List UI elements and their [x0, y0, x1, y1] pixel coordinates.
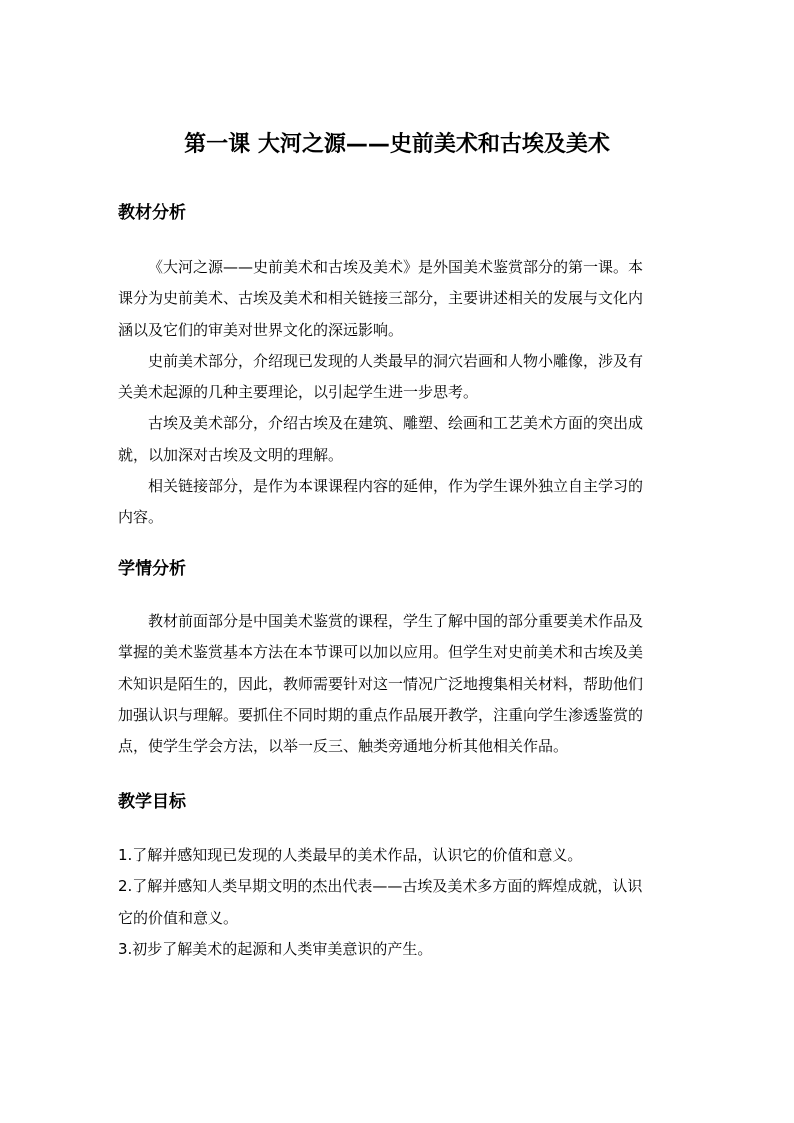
goal-line: 2.了解并感知人类早期文明的杰出代表——古埃及美术多方面的辉煌成就，认识: [118, 877, 643, 896]
paragraph-line: 内容。: [118, 508, 164, 527]
paragraph-line: 加强认识与理解。要抓住不同时期的重点作品展开教学，注重向学生渗透鉴赏的: [118, 705, 644, 724]
paragraph-line: 就，以加深对古埃及文明的理解。: [118, 445, 344, 464]
document-title: 第一课 大河之源——史前美术和古埃及美术: [184, 132, 610, 157]
paragraph-line: 相关链接部分，是作为本课课程内容的延伸，作为学生课外独立自主学习的: [148, 477, 644, 496]
goal-line: 3.初步了解美术的起源和人类审美意识的产生。: [118, 939, 433, 958]
paragraph-line: 关美术起源的几种主要理论，以引起学生进一步思考。: [118, 383, 479, 402]
section-heading-learner-analysis: 学情分析: [118, 559, 186, 579]
section-heading-teaching-goals: 教学目标: [118, 792, 186, 812]
goal-line: 1.了解并感知现已发现的人类最早的美术作品，认识它的价值和意义。: [118, 846, 583, 864]
goal-line: 它的价值和意义。: [118, 908, 239, 927]
paragraph-line: 点，使学生学会方法，以举一反三、触类旁通地分析其他相关作品。: [118, 737, 569, 756]
section-body-textbook-analysis: [118, 252, 678, 534]
paragraph-line: 课分为史前美术、古埃及美术和相关链接三部分，主要讲述相关的发展与文化内: [118, 289, 644, 308]
paragraph-line: 术知识是陌生的，因此，教师需要针对这一情况广泛地搜集相关材料，帮助他们: [118, 674, 644, 693]
section-body-teaching-goals: [118, 840, 678, 965]
paragraph-line: 史前美术部分，介绍现已发现的人类最早的洞穴岩画和人物小雕像，涉及有: [148, 351, 644, 370]
paragraph-line: 《大河之源——史前美术和古埃及美术》是外国美术鉴赏部分的第一课。本: [148, 258, 644, 276]
paragraph-line: 古埃及美术部分，介绍古埃及在建筑、雕塑、绘画和工艺美术方面的突出成: [148, 414, 644, 433]
section-heading-textbook-analysis: 教材分析: [118, 203, 186, 223]
paragraph-line: 教材前面部分是中国美术鉴赏的课程，学生了解中国的部分重要美术作品及: [148, 612, 644, 630]
section-body-learner-analysis: [118, 606, 678, 762]
paragraph-line: 涵以及它们的审美对世界文化的深远影响。: [118, 320, 404, 339]
paragraph-line: 掌握的美术鉴赏基本方法在本节课可以加以应用。但学生对史前美术和古埃及美: [118, 643, 644, 662]
